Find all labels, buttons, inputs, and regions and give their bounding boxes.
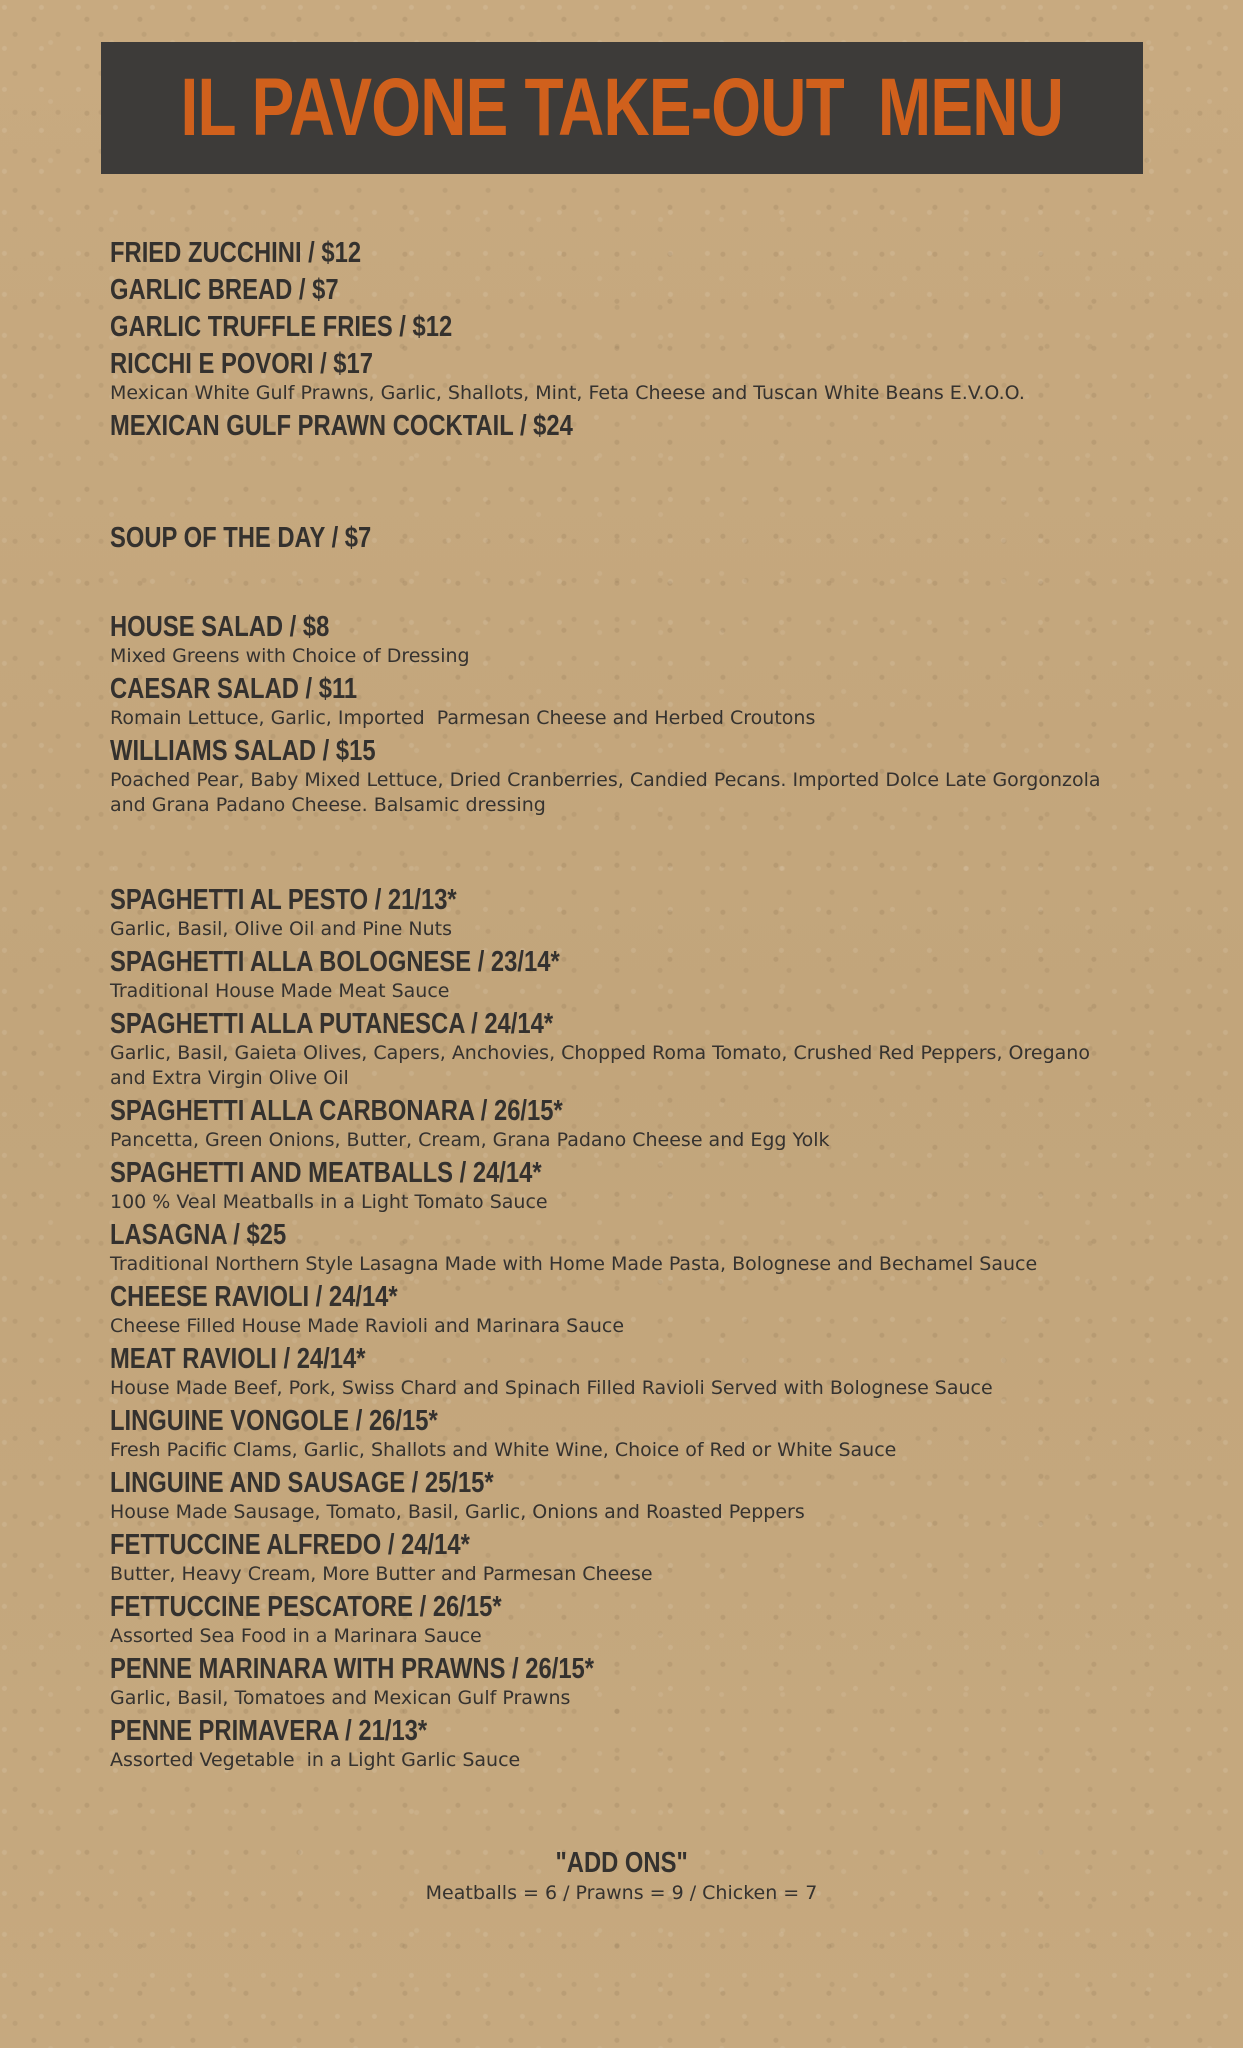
appetizers-section: [110, 236, 1130, 446]
item-title: SPAGHETTI ALLA CARBONARA / 26/15*: [110, 1095, 563, 1127]
item-title: SPAGHETTI ALLA BOLOGNESE / 23/14*: [110, 946, 560, 978]
menu-item: [110, 1280, 1130, 1339]
item-description: Garlic, Basil, Gaieta Olives, Capers, Anchovies, Chopped Roma Tomato, Crushed Red Peppers, Oregano and Extra Virgin Olive Oil: [110, 1042, 1096, 1089]
item-description: House Made Sausage, Tomato, Basil, Garlic, Onions and Roasted Peppers: [110, 1501, 805, 1523]
menu-item: [110, 1404, 1130, 1463]
menu-item: [110, 1156, 1130, 1215]
menu-item: [110, 1342, 1130, 1401]
menu-item: [110, 945, 1130, 1004]
item-title: SPAGHETTI ALLA PUTANESCA / 24/14*: [110, 1008, 554, 1040]
menu-item: [110, 1218, 1130, 1277]
item-description: Garlic, Basil, Olive Oil and Pine Nuts: [110, 918, 452, 940]
item-title: PENNE PRIMAVERA / 21/13*: [110, 1715, 428, 1747]
item-title: PENNE MARINARA WITH PRAWNS / 26/15*: [110, 1653, 595, 1685]
item-description: Mexican White Gulf Prawns, Garlic, Shallots, Mint, Feta Cheese and Tuscan White Beans E.V.O.O.: [110, 382, 1025, 404]
item-description: Traditional House Made Meat Sauce: [110, 980, 450, 1002]
item-description: Mixed Greens with Choice of Dressing: [110, 645, 470, 667]
menu-item: [110, 1528, 1130, 1587]
item-description: Pancetta, Green Onions, Butter, Cream, Grana Padano Cheese and Egg Yolk: [110, 1129, 830, 1151]
item-title: WILLIAMS SALAD / $15: [110, 735, 376, 767]
menu-title: IL PAVONE TAKE-OUT MENU: [180, 62, 1064, 153]
item-description: Assorted Sea Food in a Marinara Sauce: [110, 1625, 482, 1647]
item-title: HOUSE SALAD / $8: [110, 611, 330, 643]
menu-header-banner: [101, 42, 1143, 174]
menu-item: [110, 672, 1130, 731]
menu-item: [110, 1466, 1130, 1525]
pasta-section: [110, 883, 1130, 1776]
addons-section: [0, 1846, 1243, 1906]
item-title: SPAGHETTI AL PESTO / 21/13*: [110, 884, 457, 916]
item-description: Assorted Vegetable in a Light Garlic Sauce: [110, 1749, 521, 1771]
item-title: FRIED ZUCCHINI / $12: [110, 237, 362, 269]
menu-item: [110, 1714, 1130, 1773]
menu-item: [110, 734, 1130, 818]
item-title: SOUP OF THE DAY / $7: [110, 522, 372, 554]
item-description: Garlic, Basil, Tomatoes and Mexican Gulf Prawns: [110, 1687, 571, 1709]
menu-item: [110, 1652, 1130, 1711]
menu-item: [110, 1590, 1130, 1649]
item-description: Traditional Northern Style Lasagna Made with Home Made Pasta, Bolognese and Bechamel Sauce: [110, 1253, 1038, 1275]
addons-text: Meatballs = 6 / Prawns = 9 / Chicken = 7: [425, 1882, 818, 1904]
item-description: Poached Pear, Baby Mixed Lettuce, Dried Cranberries, Candied Pecans. Imported Dolce Late Gorgonzola and Grana Padano Cheese. Balsamic dressing: [110, 769, 1107, 816]
menu-item: [110, 521, 1130, 555]
item-title: GARLIC TRUFFLE FRIES / $12: [110, 311, 453, 343]
item-title: SPAGHETTI AND MEATBALLS / 24/14*: [110, 1157, 542, 1189]
item-title: LINGUINE VONGOLE / 26/15*: [110, 1405, 438, 1437]
item-title: GARLIC BREAD / $7: [110, 274, 339, 306]
item-description: House Made Beef, Pork, Swiss Chard and Spinach Filled Ravioli Served with Bolognese Sauce: [110, 1377, 993, 1399]
menu-item: [110, 1094, 1130, 1153]
item-description: Cheese Filled House Made Ravioli and Marinara Sauce: [110, 1315, 625, 1337]
item-title: LINGUINE AND SAUSAGE / 25/15*: [110, 1467, 494, 1499]
item-title: CHEESE RAVIOLI / 24/14*: [110, 1281, 398, 1313]
item-title: RICCHI E POVORI / $17: [110, 348, 373, 380]
item-title: FETTUCCINE PESCATORE / 26/15*: [110, 1591, 502, 1623]
item-title: FETTUCCINE ALFREDO / 24/14*: [110, 1529, 470, 1561]
menu-item: [110, 310, 1130, 344]
item-title: LASAGNA / $25: [110, 1219, 287, 1251]
item-title: MEXICAN GULF PRAWN COCKTAIL / $24: [110, 410, 573, 442]
item-title: MEAT RAVIOLI / 24/14*: [110, 1343, 366, 1375]
menu-item: [110, 409, 1130, 443]
menu-item: [110, 1007, 1130, 1091]
item-title: CAESAR SALAD / $11: [110, 673, 358, 705]
item-description: Fresh Pacific Clams, Garlic, Shallots and White Wine, Choice of Red or White Sauce: [110, 1439, 897, 1461]
addons-title: "ADD ONS": [555, 1847, 688, 1879]
item-description: 100 % Veal Meatballs in a Light Tomato Sauce: [110, 1191, 548, 1213]
menu-item: [110, 236, 1130, 270]
item-description: Romain Lettuce, Garlic, Imported Parmesan Cheese and Herbed Croutons: [110, 707, 816, 729]
menu-item: [110, 273, 1130, 307]
soup-section: [110, 521, 1130, 558]
salads-section: [110, 610, 1130, 821]
menu-item: [110, 883, 1130, 942]
item-description: Butter, Heavy Cream, More Butter and Parmesan Cheese: [110, 1563, 653, 1585]
menu-item: [110, 610, 1130, 669]
menu-item: [110, 347, 1130, 406]
